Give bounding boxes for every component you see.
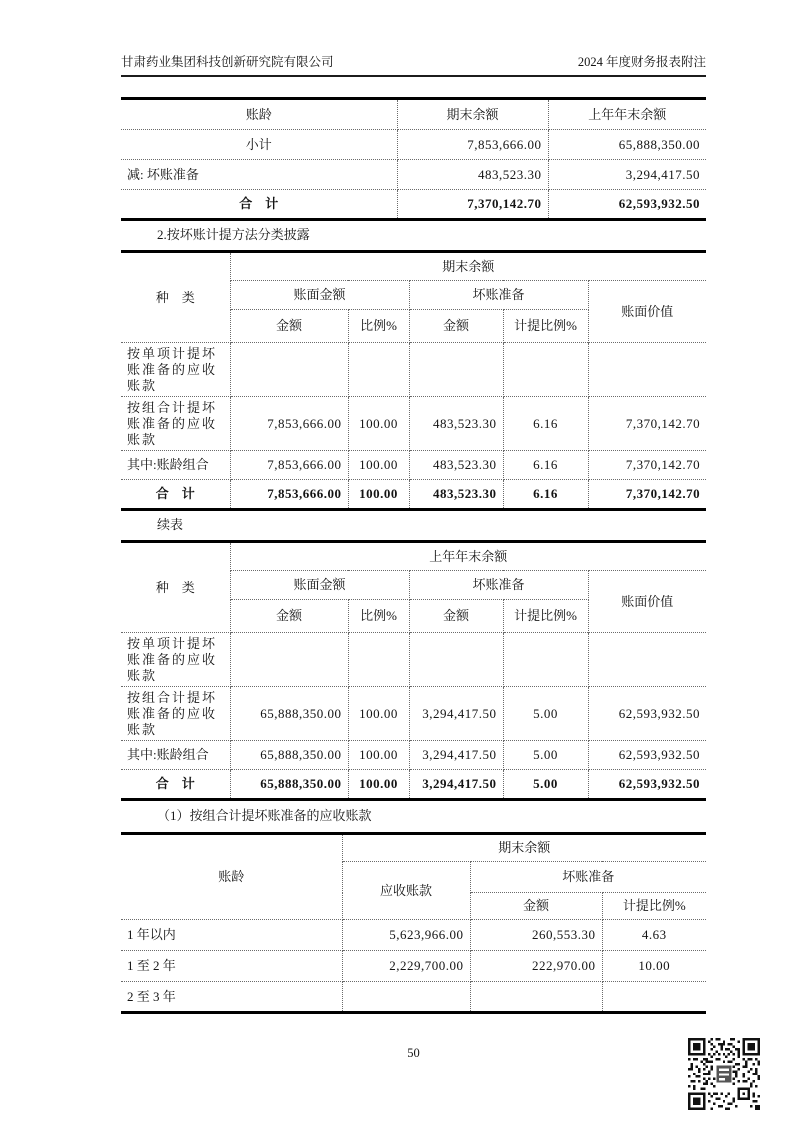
hdr-prior-balance: 上年年末余额 [548,99,706,130]
cell: 7,853,666.00 [230,397,348,451]
cell: 62,593,932.50 [588,741,706,770]
cell: 7,370,142.70 [397,190,548,220]
table-header-row [121,99,706,130]
hdr-category: 种 类 [121,252,230,343]
group-aging-table [121,832,706,1014]
cell: 5.00 [503,687,588,741]
method-disclosure-table-current [121,250,706,511]
hdr-amount: 金额 [470,893,602,920]
cell: 6.16 [503,480,588,510]
hdr-book-amount: 账面金额 [230,571,409,600]
cell: 7,853,666.00 [397,130,548,160]
cell: 100.00 [348,480,409,510]
cell [588,633,706,687]
page-header [121,0,706,77]
row-label: 2 至 3 年 [121,982,342,1013]
cell: 483,523.30 [409,397,503,451]
table-row [121,451,706,480]
row-label: 合 计 [121,480,230,510]
page-number: 50 [407,1046,420,1060]
company-name: 甘肃药业集团科技创新研究院有限公司 [121,55,334,69]
cell [230,633,348,687]
row-label: 1 年以内 [121,920,342,951]
cell: 483,523.30 [409,480,503,510]
hdr-category: 种 类 [121,542,230,633]
cell: 483,523.30 [397,160,548,190]
hdr-ending-balance: 期末余额 [397,99,548,130]
cell: 62,593,932.50 [588,687,706,741]
table-total-row [121,480,706,510]
aging-summary-table [121,97,706,221]
row-label: 1 至 2 年 [121,951,342,982]
cell: 7,853,666.00 [230,480,348,510]
hdr-provision-ratio: 计提比例% [602,893,706,920]
cell: 222,970.00 [470,951,602,982]
document-title: 2024 年度财务报表附注 [577,55,706,69]
cell: 7,370,142.70 [588,397,706,451]
cell: 260,553.30 [470,920,602,951]
hdr-amount: 金额 [409,310,503,343]
cell: 5.00 [503,741,588,770]
cell: 65,888,350.00 [230,687,348,741]
row-label: 减: 坏账准备 [121,160,397,190]
hdr-aging: 账龄 [121,834,342,920]
cell: 5.00 [503,770,588,800]
qr-code [688,1038,760,1110]
cell: 7,853,666.00 [230,451,348,480]
hdr-amount: 金额 [230,310,348,343]
cell [342,982,470,1013]
hdr-period: 期末余额 [342,834,706,862]
cell: 65,888,350.00 [230,741,348,770]
cell: 100.00 [348,741,409,770]
cell [503,633,588,687]
row-label: 其中:账龄组合 [121,451,230,480]
cell: 62,593,932.50 [548,190,706,220]
cell: 3,294,417.50 [409,687,503,741]
row-label: 按单项计提坏账准备的应收账款 [121,633,230,687]
section-note-method: 2.按坏账计提方法分类披露 [157,227,310,242]
row-label: 合 计 [121,190,397,220]
table-row [121,920,706,951]
page-content [121,0,706,1014]
cell: 65,888,350.00 [230,770,348,800]
hdr-ratio: 比例% [348,310,409,343]
cell [230,343,348,397]
cell: 3,294,417.50 [548,160,706,190]
hdr-ratio: 比例% [348,600,409,633]
cell [409,633,503,687]
hdr-period: 期末余额 [230,252,706,281]
cell: 62,593,932.50 [588,770,706,800]
section-note-continued: 续表 [157,517,184,532]
row-label: 按组合计提坏账准备的应收账款 [121,687,230,741]
table-row [121,982,706,1013]
cell: 100.00 [348,687,409,741]
hdr-amount: 金额 [230,600,348,633]
cell: 2,229,700.00 [342,951,470,982]
cell: 10.00 [602,951,706,982]
row-label: 合 计 [121,770,230,800]
cell [470,982,602,1013]
row-label: 按单项计提坏账准备的应收账款 [121,343,230,397]
cell [503,343,588,397]
hdr-bad-debt: 坏账准备 [409,281,588,310]
cell [602,982,706,1013]
cell: 100.00 [348,397,409,451]
row-label: 小计 [121,130,397,160]
table-header-row [121,542,706,571]
hdr-provision-ratio: 计提比例% [503,310,588,343]
table-row [121,160,706,190]
hdr-book-amount: 账面金额 [230,281,409,310]
row-label: 按组合计提坏账准备的应收账款 [121,397,230,451]
cell: 6.16 [503,397,588,451]
cell: 483,523.30 [409,451,503,480]
hdr-book-value: 账面价值 [588,571,706,633]
cell [348,633,409,687]
hdr-book-value: 账面价值 [588,281,706,343]
table-row [121,687,706,741]
hdr-amount: 金额 [409,600,503,633]
hdr-bad-debt: 坏账准备 [470,862,706,893]
method-disclosure-table-prior [121,540,706,801]
table-total-row [121,190,706,220]
hdr-aging: 账龄 [121,99,397,130]
cell [409,343,503,397]
table-row [121,951,706,982]
section-note-group: （1）按组合计提坏账准备的应收账款 [157,808,372,823]
cell: 100.00 [348,770,409,800]
table-header-row [121,834,706,862]
table-total-row [121,770,706,800]
cell: 7,370,142.70 [588,480,706,510]
hdr-receivable: 应收账款 [342,862,470,920]
hdr-period: 上年年末余额 [230,542,706,571]
cell [588,343,706,397]
table-row [121,343,706,397]
table-row [121,633,706,687]
cell: 6.16 [503,451,588,480]
hdr-bad-debt: 坏账准备 [409,571,588,600]
table-row [121,130,706,160]
cell: 3,294,417.50 [409,741,503,770]
cell: 5,623,966.00 [342,920,470,951]
hdr-provision-ratio: 计提比例% [503,600,588,633]
table-header-row [121,252,706,281]
cell: 100.00 [348,451,409,480]
cell: 4.63 [602,920,706,951]
table-row [121,741,706,770]
table-row [121,397,706,451]
cell: 7,370,142.70 [588,451,706,480]
row-label: 其中:账龄组合 [121,741,230,770]
cell [348,343,409,397]
cell: 3,294,417.50 [409,770,503,800]
cell: 65,888,350.00 [548,130,706,160]
